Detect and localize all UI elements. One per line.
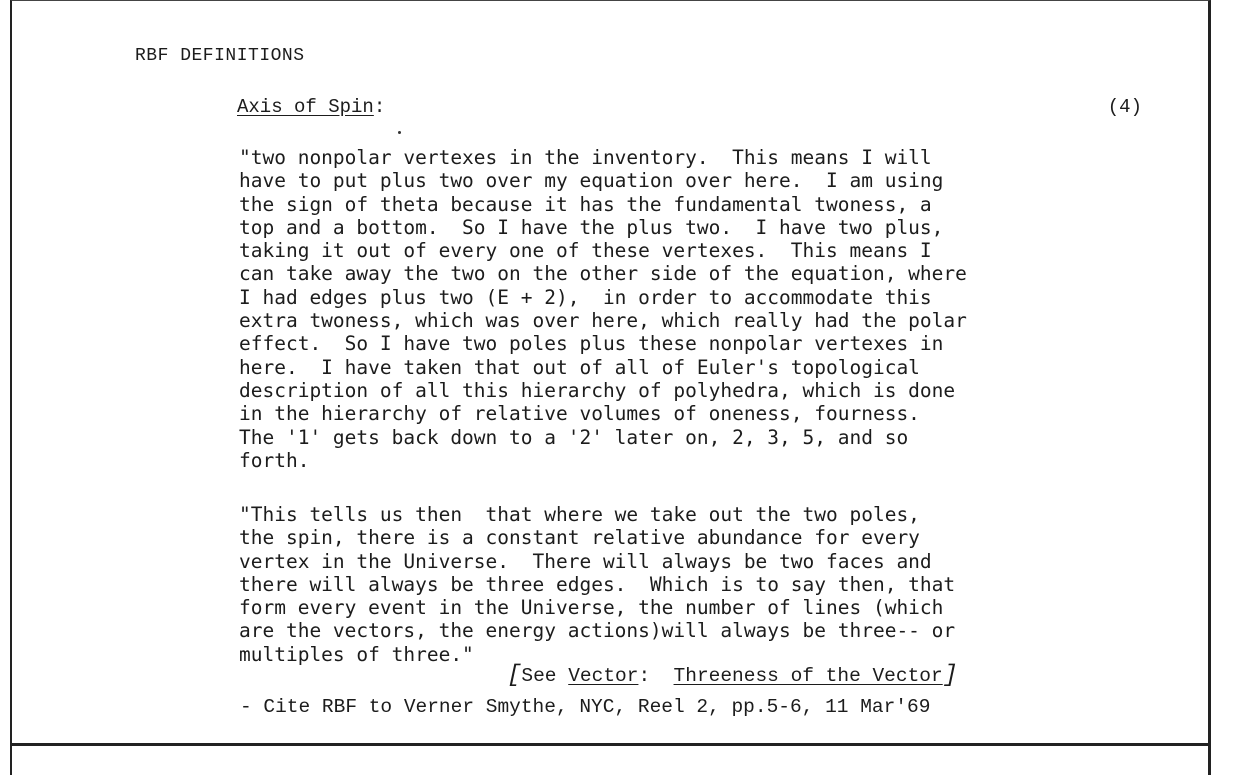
paragraph-2-line: form every event in the Universe, the number of lines (which: [239, 596, 944, 620]
paragraph-1-line: here. I have taken that out of all of Euler's topological: [239, 355, 920, 379]
paragraph-1-line: I had edges plus two (E + 2), in order to accommodate this: [239, 285, 932, 309]
paragraph-1-line: the sign of theta because it has the fundamental twoness, a: [239, 192, 932, 216]
see-also-close-bracket: ]: [939, 662, 960, 689]
paragraph-1-line: effect. So I have two poles plus these nonpolar vertexes in: [239, 332, 944, 356]
entry-title: [237, 96, 385, 118]
paragraph-1-line: top and a bottom. So I have the plus two. I have two plus,: [239, 215, 944, 239]
see-also-prefix: See: [521, 665, 569, 687]
paragraph-1-line: forth.: [239, 448, 310, 472]
see-also-term: Vector: [568, 665, 639, 687]
paragraph-1-line: "two nonpolar vertexes in the inventory. This means I will: [239, 146, 932, 169]
next-card-left-border: [10, 746, 12, 775]
citation: - Cite RBF to Verner Smythe, NYC, Reel 2, pp.5-6, 11 Mar'69: [240, 696, 931, 718]
entry-heading-row: [237, 96, 1142, 120]
paragraph-2-line: vertex in the Universe. There will always be two faces and: [239, 549, 932, 573]
document-header: RBF DEFINITIONS: [135, 46, 305, 66]
paragraph-1-line: in the hierarchy of relative volumes of oneness, fourness.: [239, 402, 920, 426]
quote-paragraph-2: [239, 503, 955, 666]
stray-dot: [398, 131, 401, 134]
see-also-open-bracket: [: [504, 662, 525, 689]
paragraph-2-line: the spin, there is a constant relative abundance for every: [239, 526, 920, 550]
next-card-edge: [0, 746, 1233, 775]
paragraph-1-line: description of all this hierarchy of polyhedra, which is done: [239, 378, 956, 402]
see-also-subterm: Threeness of the Vector: [673, 665, 943, 687]
next-card-right-border: [1208, 746, 1211, 775]
entry-title-text: Axis of Spin: [237, 96, 374, 118]
paragraph-1-line: have to put plus two over my equation over here. I am using: [239, 169, 944, 193]
paragraph-1-line: The '1' gets back down to a '2' later on, 2, 3, 5, and so: [239, 425, 909, 449]
paragraph-1-line: extra twoness, which was over here, which really had the polar: [239, 309, 967, 333]
page-number: (4): [1107, 96, 1142, 118]
paragraph-2-line: are the vectors, the energy actions)will always be three-- or: [239, 619, 956, 643]
see-also-reference: [504, 662, 960, 689]
paragraph-2-line: multiples of three.": [239, 642, 474, 666]
entry-title-colon: :: [373, 96, 386, 118]
paragraph-2-line: there will always be three edges. Which is to say then, that: [239, 572, 956, 596]
paragraph-1-line: taking it out of every one of these vertexes. This means I: [239, 239, 932, 263]
paragraph-2-line: "This tells us then that where we take out the two poles,: [239, 503, 920, 526]
paragraph-1-line: can take away the two on the other side of the equation, where: [239, 262, 967, 286]
quote-paragraph-1: [239, 146, 967, 472]
see-also-separator: :: [638, 665, 674, 687]
